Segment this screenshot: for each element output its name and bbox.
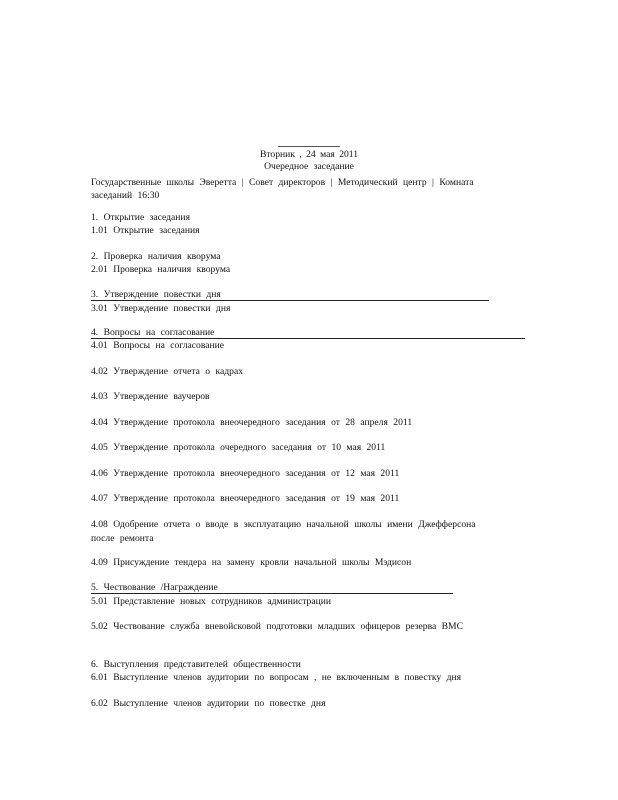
agenda-item: 4.07 Утверждение протокола внеочередного заседания от 19 мая 2011: [91, 493, 400, 504]
agenda-item: 1.01 Открытие заседания: [91, 225, 200, 236]
meeting-type: Очередное заседание: [264, 161, 354, 172]
section-title: 5. Чествование /Награждение: [91, 582, 453, 594]
agenda-item: 4.01 Вопросы на согласование: [91, 340, 225, 351]
meeting-info: Государственные школы Эверетта | Совет директоров | Методический центр | Комната заседаний 16:30: [91, 177, 474, 201]
agenda-item: 4.06 Утверждение протокола внеочередного заседания от 12 мая 2011: [91, 468, 400, 479]
agenda-item: 5.02 Чествование служба вневойсковой подготовки младших офицеров резерва ВМС: [91, 621, 463, 632]
agenda-item: 4.04 Утверждение протокола внеочередного заседания от 28 апреля 2011: [91, 417, 413, 428]
agenda-item: 4.09 Присуждение тендера на замену кровли начальной школы Мэдисон: [91, 557, 412, 568]
agenda-item: 3.01 Утверждение повестки дня: [91, 303, 231, 314]
section-title: 6. Выступления представителей общественности: [91, 659, 301, 670]
section-title: 2. Проверка наличия кворума: [91, 251, 221, 262]
section-title: 4. Вопросы на согласование: [91, 327, 525, 339]
section-title: 3. Утверждение повестки дня: [91, 289, 489, 301]
agenda-item: 6.02 Выступление членов аудитории по повестке дня: [91, 698, 326, 709]
section-title: 1. Открытие заседания: [91, 212, 190, 223]
agenda-item: 4.03 Утверждение ваучеров: [91, 391, 210, 402]
header-rule: [278, 146, 340, 147]
agenda-item: 4.02 Утверждение отчета о кадрах: [91, 366, 244, 377]
meeting-date: Вторник , 24 мая 2011: [259, 149, 359, 160]
agenda-item: 4.08 Одобрение отчета о вводе в эксплуатацию начальной школы имени Джефферсона после ремонта: [91, 519, 476, 544]
agenda-item: 5.01 Представление новых сотрудников администрации: [91, 596, 332, 607]
agenda-item: 2.01 Проверка наличия кворума: [91, 264, 231, 275]
agenda-item: 4.05 Утверждение протокола очередного заседания от 10 мая 2011: [91, 442, 386, 453]
agenda-item: 6.01 Выступление членов аудитории по вопросам , не включенным в повестку дня: [91, 672, 462, 683]
